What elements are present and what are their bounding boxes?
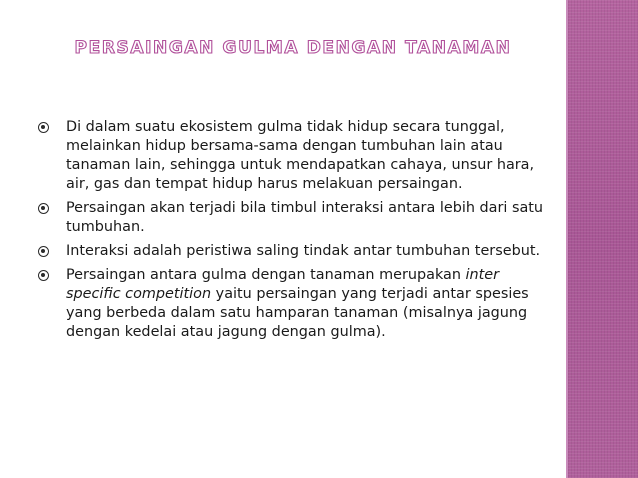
bullet-text-4-start: Persaingan antara gulma dengan tanaman merupakan: [66, 267, 466, 283]
bullet-item-4: [38, 266, 548, 342]
circle-bullet-icon: [38, 246, 49, 257]
bullet-item-1: [38, 118, 548, 194]
slide-title: PERSAINGAN GULMA DENGAN TANAMAN: [74, 38, 512, 58]
bullet-item-2: [38, 199, 548, 237]
bullet-text-4-end: yaitu persaingan yang terjadi antar spesies yang berbeda dalam satu hamparan tanaman (misalnya jagung dengan kedelai atau jagung dengan gulma).: [66, 286, 529, 340]
bullet-text-1: Di dalam suatu ekosistem gulma tidak hidup secara tunggal, melainkan hidup bersama-sama dengan tumbuhan lain atau tanaman lain, sehingga untuk mendapatkan cahaya, unsur hara, air, gas dan tempat hidup harus melakuan persaingan.: [66, 119, 535, 192]
bullet-text-4-italic: inter specific competition: [66, 267, 500, 302]
bullet-item-3: [38, 242, 548, 261]
circle-bullet-icon: [38, 270, 49, 281]
bullet-text-3: Interaksi adalah peristiwa saling tindak antar tumbuhan tersebut.: [66, 243, 541, 259]
circle-bullet-icon: [38, 203, 49, 214]
circle-bullet-icon: [38, 122, 49, 133]
decorative-side-bar: [568, 0, 638, 478]
bullet-text-2: Persaingan akan terjadi bila timbul interaksi antara lebih dari satu tumbuhan.: [66, 200, 544, 235]
bullet-list: [38, 118, 548, 347]
